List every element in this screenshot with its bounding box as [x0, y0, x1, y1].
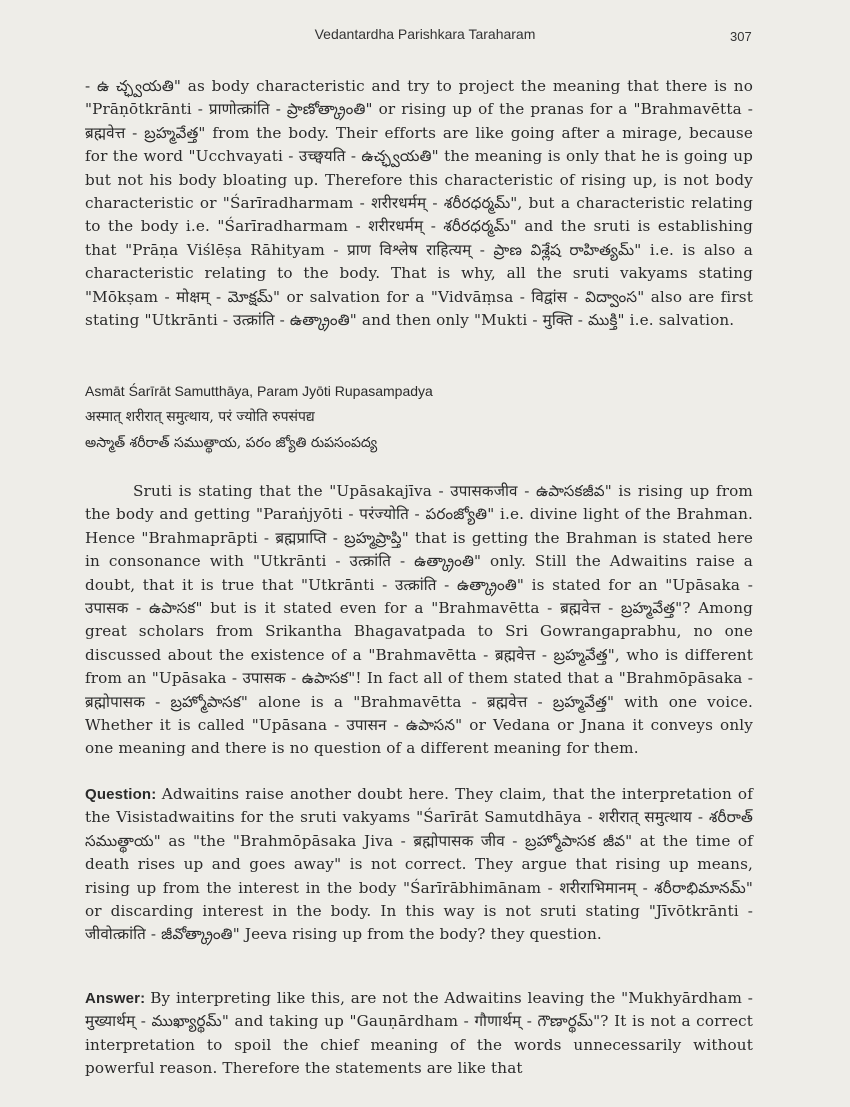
- paragraph-1: - ఉ చ్ఛ్వయతి" as body characteristic and try to project the meaning that there is no "Prāṇōtkrānti - प्राणोत्क्रांति - ప్రాణోత్క్రాంతి" or rising up of the pranas for a "Brahmavētta - ब्रह्मवेत्त - బ్రహ్మవేత్త" from the body. Their efforts are like going after a mirage, because for the word "Ucchvayati - उच्छ्वयति - ఉచ్ఛ్వయతి" the meaning is only that he is going up but not his body bloating up. Therefore this characteristic of rising up, is not body characteristic or "Śarīradharmam - शरीरधर्मम् - శరీరధర్మమ్", but a characteristic relating to the body i.e. "Śarīradharmam - शरीरधर्मम् - శరీరధర్మమ్" and the sruti is establishing that "Prāṇa Viślēṣa Rāhityam - प्राण विश्लेष राहित्यम् - ప్రాణ విశ్లేష రాహిత్యమ్" i.e. is also a characteristic relating to the body. That is why, all the sruti vakyams stating "Mōkṣam - मोक्षम् - మోక్షమ్" or salvation for a "Vidvāṃsa - विद्वांस - విద్వాంస" also are first stating "Utkrānti - उत्क्रांति - ఉత్క్రాంతి" and then only "Mukti - मुक्ति - ముక్తి" i.e. salvation.: [85, 77, 753, 330]
- page-number: 307: [730, 29, 752, 44]
- answer-paragraph: [85, 987, 753, 1081]
- answer-label: Answer:: [85, 990, 151, 1007]
- question-paragraph: [85, 783, 753, 947]
- section-heading-devanagari: अस्मात् शरीरात् समुत्थाय, परं ज्योति रुपसंपद्य: [85, 409, 315, 425]
- section-heading: [85, 378, 753, 456]
- section-heading-latin: Asmāt Śarīrāt Samutthāya, Param Jyōti Rupasampadya: [85, 383, 433, 399]
- question-text: Adwaitins raise another doubt here. They claim, that the interpretation of the Visistadwaitins for the sruti vakyams "Śarīrāt Samutdhāya - शरीरात् समुत्थाय - శరీరాత్ సముత్థాయ" as "the "Brahmōpāsaka Jiva - ब्रह्मोपासक जीव - బ్రహ్మోపాసక జీవ" at the time of death rises up and goes away" is not correct. They argue that rising up means, rising up from the interest in the body "Śarīrābhimānam - शरीराभिमानम् - శరీరాభిమానమ్" or discarding interest in the body. In this way is not sruti stating "Jīvōtkrānti - जीवोत्क्रांति - జీవోత్క్రాంతి" Jeeva rising up from the body? they question.: [85, 785, 753, 944]
- answer-text: By interpreting like this, are not the Adwaitins leaving the "Mukhyārdham - मुख्यार्थम् - ముఖ్యార్థమ్" and taking up "Gauṇārdham - गौणार्थम् - గౌణార్థమ్"? It is not a correct interpretation to spoil the chief meaning of the words unnecessarily without powerful reason. Therefore the statements are like that: [85, 989, 753, 1078]
- question-label: Question:: [85, 786, 162, 803]
- section-heading-telugu: అస్మాత్ శరీరాత్ సముత్థాయ, పరం జ్యోతి రుపసంపద్య: [85, 435, 378, 451]
- running-header-title: Vedantardha Parishkara Taraharam: [314, 26, 536, 42]
- paragraph-2: Sruti is stating that the "Upāsakajīva - उपासकजीव - ఉపాసకజీవ" is rising up from the body and getting "Paraṅjyōti - परंज्योति - పరంజ్యోతి" i.e. divine light of the Brahman. Hence "Brahmaprāpti - ब्रह्मप्राप्ति - బ్రహ్మప్రాప్తి" that is getting the Brahman is stated here in consonance with "Utkrānti - उत्क्रांति - ఉత్క్రాంతి" only. Still the Adwaitins raise a doubt, that it is true that "Utkrānti - उत्क्रांति - ఉత్క్రాంతి" is stated for an "Upāsaka - उपासक - ఉపాసక" but is it stated even for a "Brahmavētta - ब्रह्मवेत्त - బ్రహ్మవేత్త"? Among great scholars from Srikantha Bhagavatpada to Sri Gowrangaprabhu, no one discussed about the existence of a "Brahmavētta - ब्रह्मवेत्त - బ్రహ్మవేత్త", who is different from an "Upāsaka - उपासक - ఉపాసక"! In fact all of them stated that a "Brahmōpāsaka - ब्रह्मोपासक - బ్రహ్మోపాసక" alone is a "Brahmavētta - ब्रह्मवेत्त - బ్రహ్మవేత్త" with one voice. Whether it is called "Upāsana - उपासन - ఉపాసన" or Vedana or Jnana it conveys only one meaning and there is no question of a different meaning for them.: [85, 482, 753, 758]
